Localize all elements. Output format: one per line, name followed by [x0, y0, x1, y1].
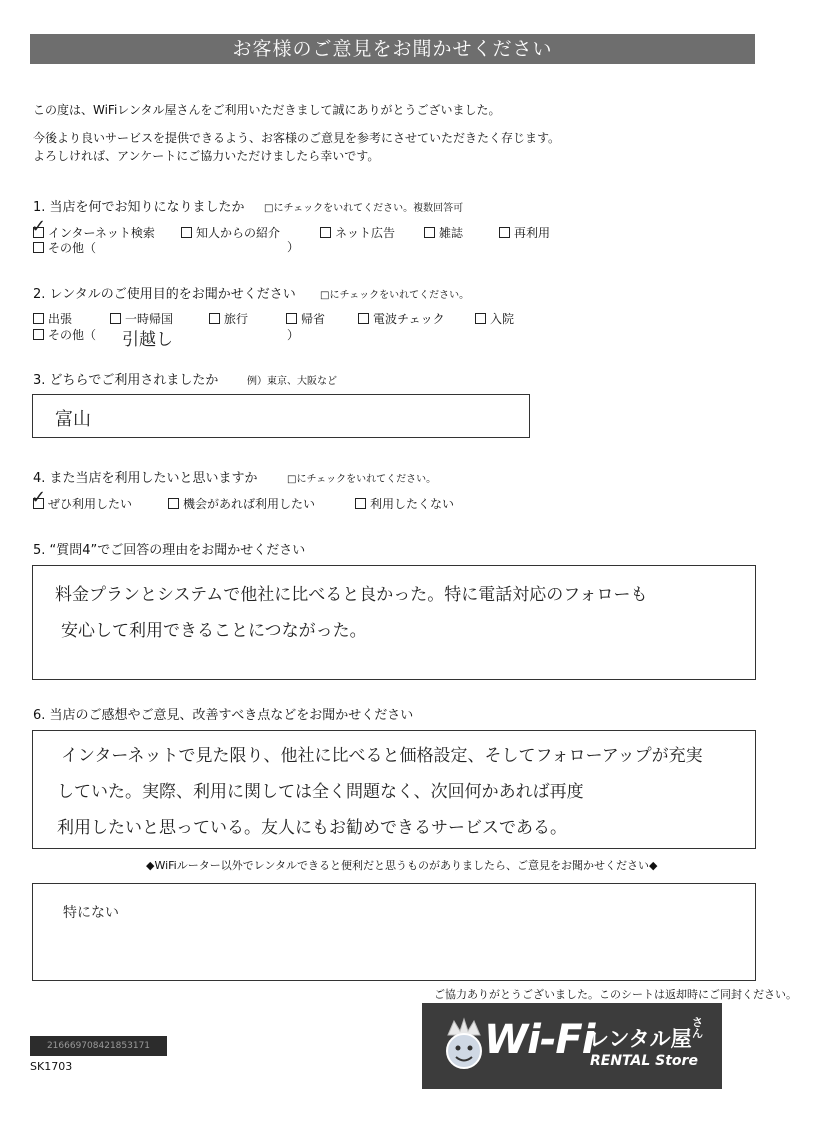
- rental-wish-answer: 特にない: [63, 905, 119, 921]
- crown-mascot-icon: [442, 1017, 486, 1073]
- checkmark-icon: ✓: [31, 487, 47, 508]
- logo-san-text: さん: [692, 1016, 703, 1040]
- checkbox[interactable]: [424, 227, 435, 238]
- checkbox[interactable]: [209, 313, 220, 324]
- question-5-label: 5. “質問4”でご回答の理由をお聞かせください: [33, 543, 306, 558]
- q1-option-referral[interactable]: 知人からの紹介: [181, 224, 280, 241]
- location-answer: 富山: [55, 409, 91, 430]
- checkbox[interactable]: [110, 313, 121, 324]
- impressions-answer-box[interactable]: [32, 730, 756, 849]
- q2-option-business[interactable]: 出張: [33, 310, 72, 327]
- question-6-label: 6. 当店のご感想やご意見、改善すべき点などをお聞かせください: [33, 708, 414, 723]
- brand-logo: [422, 1003, 722, 1089]
- impressions-answer-line-1: インターネットで見た限り、他社に比べると価格設定、そしてフォローアップが充実: [61, 746, 703, 766]
- q4-option-no[interactable]: 利用したくない: [355, 495, 454, 512]
- q2-other-close: ）: [287, 328, 300, 342]
- q1-option-other[interactable]: その他（: [33, 239, 96, 256]
- logo-name-text: レンタル屋: [588, 1027, 692, 1051]
- checkbox[interactable]: [33, 313, 44, 324]
- question-3-label: 3. どちらでご利用されましたか: [33, 373, 219, 388]
- q2-option-travel[interactable]: 旅行: [209, 310, 248, 327]
- reason-answer-box[interactable]: [32, 565, 756, 680]
- q4-option-definitely[interactable]: ✓ ぜひ利用したい: [31, 487, 133, 511]
- reason-answer-line-2: 安心して利用できることにつながった。: [61, 621, 367, 641]
- checkbox[interactable]: [499, 227, 510, 238]
- q2-option-homecoming[interactable]: 帰省: [286, 310, 325, 327]
- checkbox[interactable]: [168, 498, 179, 509]
- checkbox[interactable]: [475, 313, 486, 324]
- q2-option-temp-return[interactable]: 一時帰国: [110, 310, 173, 327]
- reason-answer-line-1: 料金プランとシステムで他社に比べると良かった。特に電話対応のフォローも: [55, 585, 648, 605]
- question-3-note: 例）東京、大阪など: [247, 376, 337, 387]
- question-1-label: 1. 当店を何でお知りになりましたか: [33, 200, 245, 215]
- impressions-answer-line-2: していた。実際、利用に関しては全く問題なく、次回何かあれば再度: [57, 782, 584, 802]
- form-code: SK1703: [30, 1060, 73, 1073]
- q1-option-magazine[interactable]: 雑誌: [424, 224, 463, 241]
- question-4-label: 4. また当店を利用したいと思いますか: [33, 471, 258, 486]
- location-answer-box[interactable]: [32, 394, 530, 438]
- rental-wish-answer-box[interactable]: [32, 883, 756, 981]
- checkmark-icon: ✓: [31, 216, 47, 237]
- intro-line-1: この度は、WiFiレンタル屋さんをご利用いただきまして誠にありがとうございました。: [33, 103, 501, 117]
- intro-line-3: よろしければ、アンケートにご協力いただけましたら幸いです。: [33, 149, 380, 163]
- checkbox-checked[interactable]: [31, 216, 47, 238]
- redacted-barcode: 216669708421853171: [30, 1036, 167, 1056]
- page-title: お客様のご意見をお聞かせください: [30, 34, 755, 64]
- q1-option-net-ad[interactable]: ネット広告: [320, 224, 395, 241]
- checkbox-checked[interactable]: [31, 487, 47, 509]
- question-2-note: □にチェックをいれてください。: [320, 290, 470, 301]
- q1-option-internet[interactable]: ✓ インターネット検索: [31, 216, 155, 240]
- checkbox[interactable]: [33, 329, 44, 340]
- question-7-label: ◆WiFiルーター以外でレンタルできると便利だと思うものがありましたら、ご意見をお聞かせください◆: [146, 859, 658, 872]
- q2-other-answer: 引越し: [122, 330, 173, 350]
- footer-thanks: ご協力ありがとうございました。このシートは返却時にご同封ください。: [434, 988, 797, 1001]
- question-2-label: 2. レンタルのご使用目的をお聞かせください: [33, 287, 296, 302]
- checkbox[interactable]: [33, 242, 44, 253]
- impressions-answer-line-3: 利用したいと思っている。友人にもお勧めできるサービスである。: [57, 818, 567, 838]
- q2-option-hospital[interactable]: 入院: [475, 310, 514, 327]
- q2-option-signal-check[interactable]: 電波チェック: [358, 310, 445, 327]
- logo-sub-text: RENTAL Store: [590, 1053, 698, 1069]
- q1-other-close: ）: [287, 240, 300, 254]
- intro-line-2: 今後より良いサービスを提供できるよう、お客様のご意見を参考にさせていただきたく存じます。: [33, 131, 561, 145]
- question-1-note: □にチェックをいれてください。複数回答可: [264, 203, 464, 214]
- checkbox[interactable]: [181, 227, 192, 238]
- checkbox[interactable]: [320, 227, 331, 238]
- checkbox[interactable]: [358, 313, 369, 324]
- q4-option-if-chance[interactable]: 機会があれば利用したい: [168, 495, 315, 512]
- q2-option-other[interactable]: その他（: [33, 326, 96, 343]
- question-4-note: □にチェックをいれてください。: [287, 474, 437, 485]
- checkbox[interactable]: [286, 313, 297, 324]
- q1-option-reuse[interactable]: 再利用: [499, 224, 550, 241]
- logo-wifi-text: Wi-Fi: [484, 1017, 595, 1063]
- checkbox[interactable]: [355, 498, 366, 509]
